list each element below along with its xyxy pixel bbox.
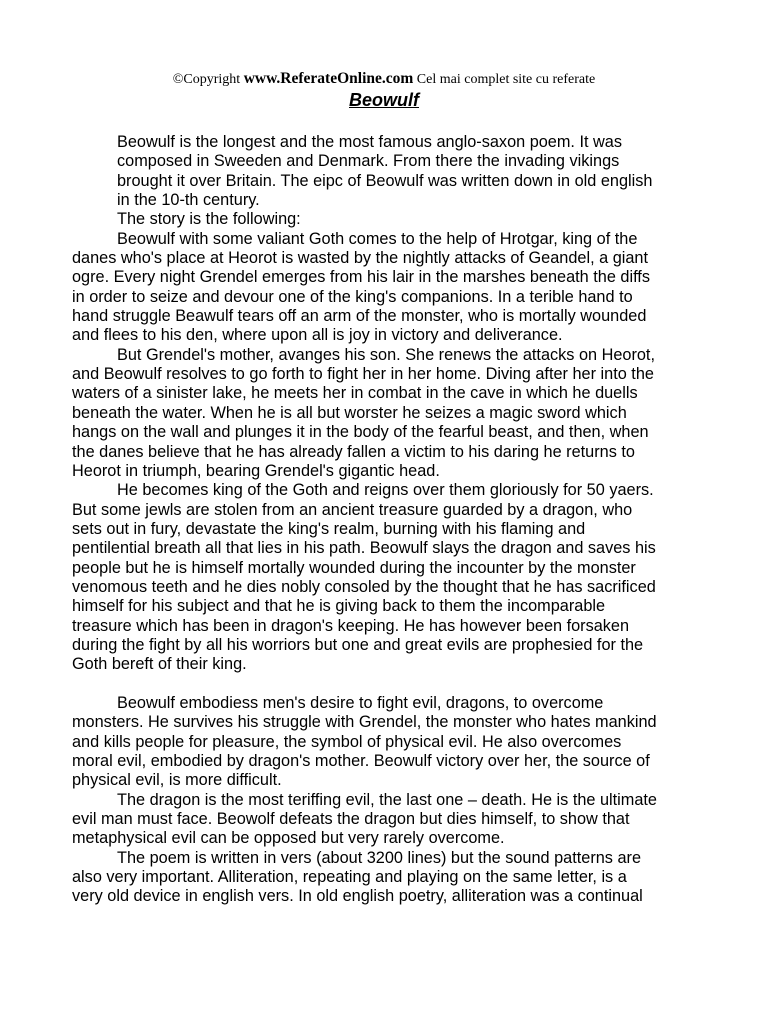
copyright-prefix: ©Copyright — [172, 72, 241, 87]
copyright-suffix: Cel mai complet site cu referate — [416, 72, 596, 87]
text-line: The poem is written in vers (about 3200 lines) but the sound patterns are — [117, 848, 642, 867]
text-line: evil man must face. Beowolf defeats the dragon but dies himself, to show that — [72, 810, 630, 829]
text-line: in the 10-th century. — [117, 191, 260, 210]
text-line: composed in Sweeden and Denmark. From there the invading vikings — [117, 152, 620, 171]
text-line: treasure which has been in dragon's keeping. He has however been forsaken — [72, 616, 630, 635]
text-line: and kills people for pleasure, the symbol of physical evil. He also overcomes — [72, 732, 622, 751]
text-line: moral evil, embodied by dragon's mother. Beowulf victory over her, the source of — [72, 752, 650, 770]
text-line: monsters. He survives his struggle with Grendel, the monster who hates mankind — [72, 713, 657, 732]
text-line: also very important. Alliteration, repeating and playing on the same letter, is a — [72, 868, 627, 887]
page-title: Beowulf — [349, 90, 419, 110]
text-line: He becomes king of the Goth and reigns over them gloriously for 50 yaers. — [117, 481, 654, 500]
text-line: venomous teeth and he dies nobly consoled by the thought that he has sacrificed — [72, 577, 656, 596]
text-line: and Beowulf resolves to go forth to fight her in her home. Diving after her into the — [72, 365, 654, 384]
text-line: the danes believe that he has already fallen a victim to his daring he returns to — [72, 442, 635, 461]
blank-line — [72, 675, 702, 694]
text-line: physical evil, is more difficult. — [72, 771, 282, 790]
text-line: Beowulf embodiess men's desire to fight evil, dragons, to overcome — [117, 693, 604, 712]
text-line: waters of a sinister lake, he meets her in combat in the cave in which he duells — [72, 384, 638, 403]
text-line: hand struggle Beawulf tears off an arm of the monster, who is mortally wounded — [72, 307, 647, 326]
text-line: Heorot in triumph, bearing Grendel's gigantic head. — [72, 461, 440, 480]
text-line: during the fight by all his worriors but one and great evils are prophesied for the — [72, 635, 644, 654]
text-line: pentilential breath all that lies in his path. Beowulf slays the dragon and saves his — [72, 539, 656, 558]
text-line: in order to seize and devour one of the king's companions. In a terible hand to — [72, 287, 633, 306]
text-line: Goth bereft of their king. — [72, 655, 247, 674]
text-line: metaphysical evil can be opposed but very rarely overcome. — [72, 829, 505, 848]
text-line: and flees to his den, where upon all is joy in victory and deliverance. — [72, 326, 563, 345]
text-line: The dragon is the most teriffing evil, the last one – death. He is the ultimate — [117, 790, 657, 809]
text-line: The story is the following: — [117, 210, 301, 229]
site-link[interactable]: www.ReferateOnline.com — [243, 70, 414, 87]
text-line: Beowulf with some valiant Goth comes to the help of Hrotgar, king of the — [117, 229, 638, 248]
body-text — [72, 133, 702, 907]
text-line: himself for his subject and that he is giving back to them the incomparable — [72, 597, 606, 616]
text-line: ogre. Every night Grendel emerges from his lair in the marshes beneath the diffs — [72, 268, 650, 287]
copyright-header — [0, 70, 768, 88]
text-line: But Grendel's mother, avanges his son. She renews the attacks on Heorot, — [117, 345, 655, 364]
text-line: people but he is himself mortally wounded during the incounter by the monster — [72, 558, 636, 577]
text-line: danes who's place at Heorot is wasted by the nightly attacks of Geandel, a giant — [72, 249, 649, 268]
text-line: Beowulf is the longest and the most famous anglo-saxon poem. It was — [117, 133, 622, 151]
text-line: beneath the water. When he is all but worster he seizes a magic sword which — [72, 403, 627, 422]
text-line: very old device in english vers. In old english poetry, alliteration was a continual — [72, 887, 643, 906]
text-line: hangs on the wall and plunges it in the body of the fearful beast, and then, when — [72, 423, 649, 442]
text-line: sets out in fury, devastate the king's realm, burning with his flaming and — [72, 519, 586, 538]
text-line: brought it over Britain. The eipc of Beowulf was written down in old english — [117, 171, 653, 190]
text-line: But some jewls are stolen from an ancient treasure guarded by a dragon, who — [72, 500, 633, 519]
